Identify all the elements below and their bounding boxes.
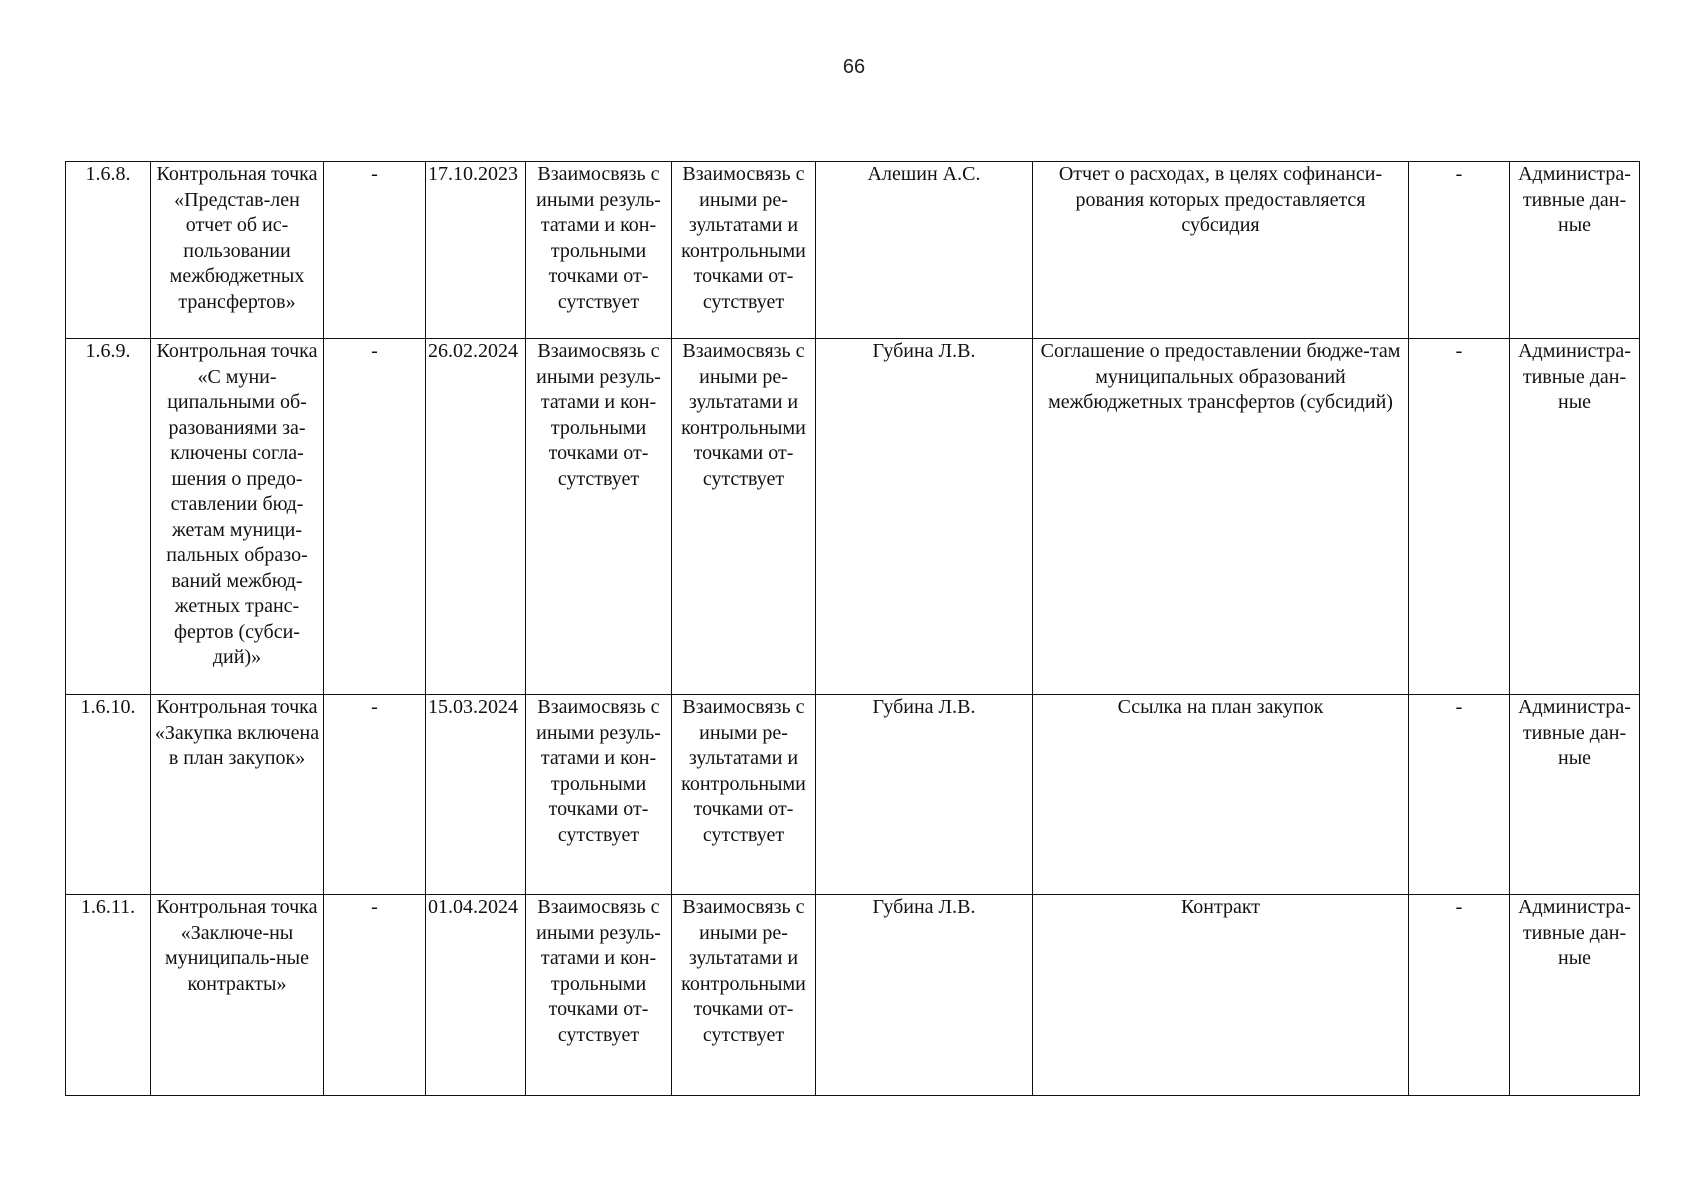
document-type: Ссылка на план закупок xyxy=(1033,695,1409,895)
responsible-person: Алешин А.С. xyxy=(816,162,1033,339)
relation-cell: Взаимосвязь с иными резуль-татами и кон-трольными точками от-сутствует xyxy=(526,895,672,1096)
dash-cell: - xyxy=(324,162,426,339)
dash-cell: - xyxy=(324,339,426,695)
relation-cell-2: Взаимосвязь с иными ре-зультатами и контрольными точками от-сутствует xyxy=(672,162,816,339)
due-date: 17.10.2023 xyxy=(426,162,526,339)
responsible-person: Губина Л.В. xyxy=(816,695,1033,895)
responsible-person: Губина Л.В. xyxy=(816,895,1033,1096)
data-source: Администра-тивные дан-ные xyxy=(1510,162,1640,339)
dash-cell: - xyxy=(1409,339,1510,695)
document-type: Соглашение о предоставлении бюдже-там муниципальных образований межбюджетных трансфертов (субсидий) xyxy=(1033,339,1409,695)
due-date: 01.04.2024 xyxy=(426,895,526,1096)
control-point-name: Контрольная точка «Представ-лен отчет об ис-пользовании межбюджетных трансфертов» xyxy=(151,162,324,339)
control-points-table xyxy=(65,161,1640,1096)
data-source: Администра-тивные дан-ные xyxy=(1510,695,1640,895)
dash-cell: - xyxy=(1409,895,1510,1096)
row-number: 1.6.10. xyxy=(66,695,151,895)
table-row xyxy=(66,895,1640,1096)
control-point-name: Контрольная точка «С муни-ципальными об-разованиями за-ключены согла-шения о предо-ставлении бюд-жетам муници-пальных образо-ваний межбюд-жетных транс-фертов (субси-дий)» xyxy=(151,339,324,695)
control-point-name: Контрольная точка «Заключе-ны муниципаль-ные контракты» xyxy=(151,895,324,1096)
responsible-person: Губина Л.В. xyxy=(816,339,1033,695)
document-type: Контракт xyxy=(1033,895,1409,1096)
page-number: 66 xyxy=(842,56,866,78)
table-row xyxy=(66,339,1640,695)
dash-cell: - xyxy=(1409,162,1510,339)
relation-cell-2: Взаимосвязь с иными ре-зультатами и контрольными точками от-сутствует xyxy=(672,695,816,895)
relation-cell: Взаимосвязь с иными резуль-татами и кон-трольными точками от-сутствует xyxy=(526,162,672,339)
relation-cell-2: Взаимосвязь с иными ре-зультатами и контрольными точками от-сутствует xyxy=(672,895,816,1096)
row-number: 1.6.9. xyxy=(66,339,151,695)
relation-cell: Взаимосвязь с иными резуль-татами и кон-трольными точками от-сутствует xyxy=(526,339,672,695)
data-source: Администра-тивные дан-ные xyxy=(1510,895,1640,1096)
due-date: 15.03.2024 xyxy=(426,695,526,895)
control-point-name: Контрольная точка «Закупка включена в план закупок» xyxy=(151,695,324,895)
data-source: Администра-тивные дан-ные xyxy=(1510,339,1640,695)
relation-cell-2: Взаимосвязь с иными ре-зультатами и контрольными точками от-сутствует xyxy=(672,339,816,695)
dash-cell: - xyxy=(324,695,426,895)
row-number: 1.6.11. xyxy=(66,895,151,1096)
table-row xyxy=(66,162,1640,339)
dash-cell: - xyxy=(324,895,426,1096)
row-number: 1.6.8. xyxy=(66,162,151,339)
table-row xyxy=(66,695,1640,895)
document-type: Отчет о расходах, в целях софинанси-рования которых предоставляется субсидия xyxy=(1033,162,1409,339)
relation-cell: Взаимосвязь с иными резуль-татами и кон-трольными точками от-сутствует xyxy=(526,695,672,895)
due-date: 26.02.2024 xyxy=(426,339,526,695)
dash-cell: - xyxy=(1409,695,1510,895)
